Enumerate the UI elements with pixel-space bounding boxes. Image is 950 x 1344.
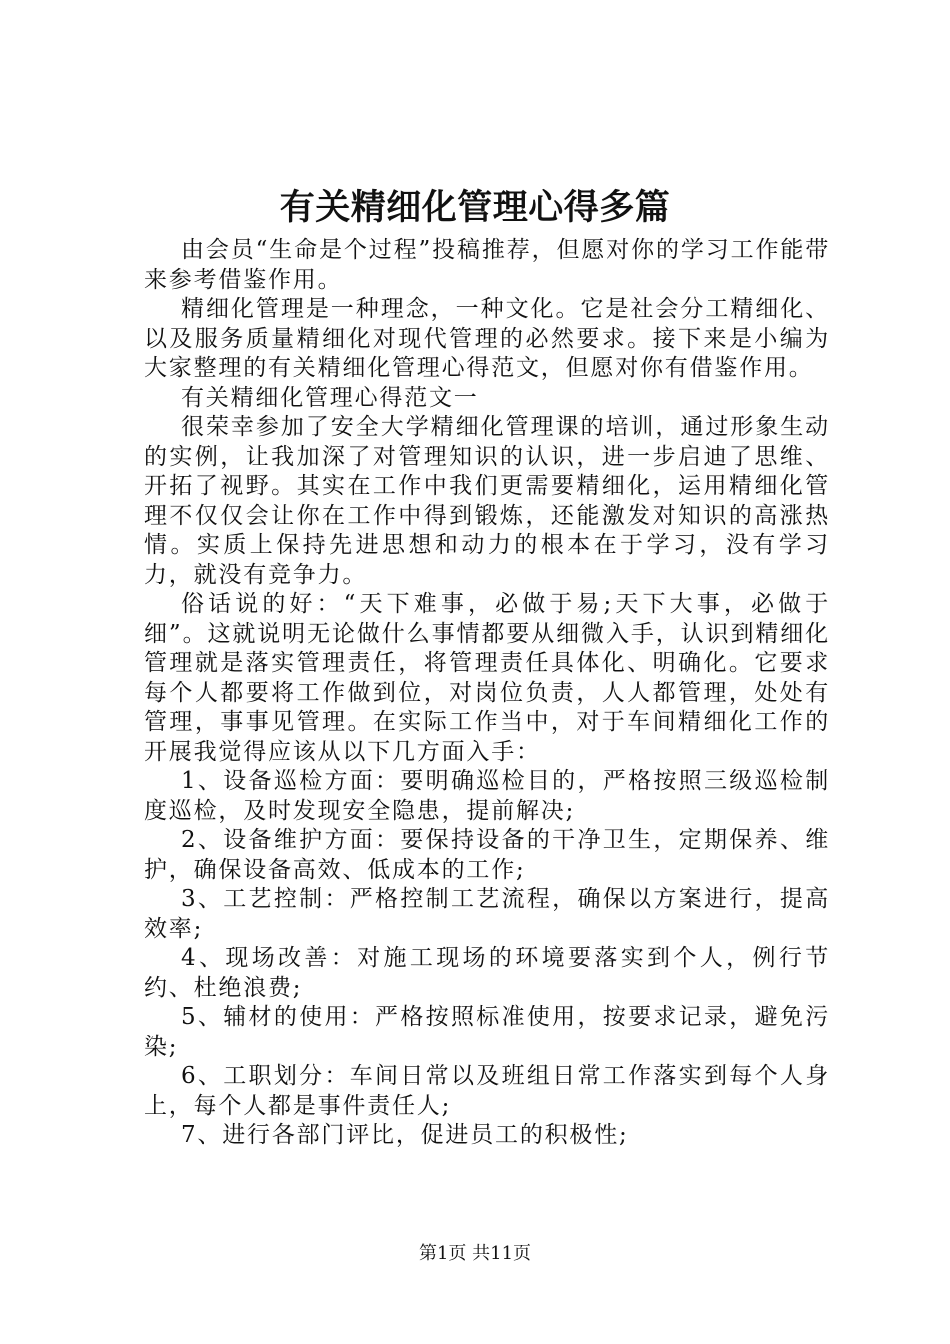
list-item: 7、进行各部门评比，促进员工的积极性; (181, 1122, 629, 1148)
paragraph-intro: 由会员“生命是个过程”投稿推荐，但愿对你的学习工作能带来参考借鉴作用。 (144, 237, 830, 293)
list-item: 2、设备维护方面：要保持设备的干净卫生，定期保养、维护，确保设备高效、低成本的工作; (144, 827, 830, 883)
document-title: 有关精细化管理心得多篇 (279, 187, 671, 228)
list-item: 3、工艺控制：严格控制工艺流程，确保以方案进行，提高效率; (144, 886, 830, 942)
list-item: 1、设备巡检方面：要明确巡检目的，严格按照三级巡检制度巡检，及时发现安全隐患，提前解决; (144, 768, 830, 824)
paragraph-body: 很荣幸参加了安全大学精细化管理课的培训，通过形象生动的实例，让我加深了对管理知识的认识，进一步启迪了思维、开拓了视野。其实在工作中我们更需要精细化，运用精细化管理不仅仅会让你在工作中得到锻炼，还能激发对知识的高涨热情。实质上保持先进思想和动力的根本在于学习，没有学习力，就没有竞争力。 (144, 414, 830, 588)
page-number: 第1页 共11页 (418, 1243, 532, 1264)
document-body (144, 236, 830, 1151)
paragraph-summary: 精细化管理是一种理念，一种文化。它是社会分工精细化、以及服务质量精细化对现代管理的必然要求。接下来是小编为大家整理的有关精细化管理心得范文，但愿对你有借鉴作用。 (144, 296, 830, 381)
list-item: 4、现场改善：对施工现场的环境要落实到个人，例行节约、杜绝浪费; (144, 945, 830, 1001)
paragraph-body: 俗话说的好：“天下难事，必做于易;天下大事，必做于细”。这就说明无论做什么事情都要从细微入手，认识到精细化管理就是落实管理责任，将管理责任具体化、明确化。它要求每个人都要将工作做到位，对岗位负责，人人都管理，处处有管理，事事见管理。在实际工作当中，对于车间精细化工作的开展我觉得应该从以下几方面入手： (144, 591, 830, 765)
list-item: 5、辅材的使用：严格按照标准使用，按要求记录，避免污染; (144, 1004, 830, 1060)
section-heading: 有关精细化管理心得范文一 (181, 384, 479, 411)
list-item: 6、工职划分：车间日常以及班组日常工作落实到每个人身上，每个人都是事件责任人; (144, 1063, 830, 1119)
